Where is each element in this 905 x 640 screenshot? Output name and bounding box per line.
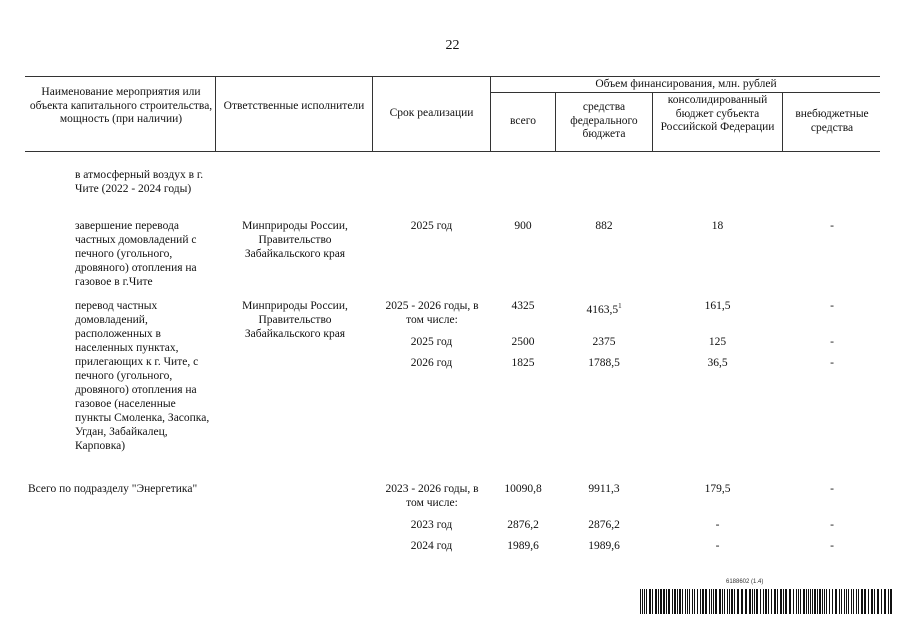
barcode-number: 6188602 (1.4) (726, 579, 764, 585)
row1-federal: 882 (595, 220, 613, 232)
row1-total: 900 (514, 220, 532, 232)
row2-sub2-federal: 1788,5 (588, 357, 620, 369)
row2-federal-wrap (557, 299, 651, 317)
row2-sub2-total: 1825 (511, 357, 535, 369)
row2-sub2-period: 2026 год (410, 357, 453, 369)
header-financing-group: Объем финансирования, млн. рублей (595, 78, 777, 90)
total-sub2-regional: - (715, 540, 720, 552)
row2-sub1-period: 2025 год (410, 336, 453, 348)
row2-name: перевод частных домовладений, расположенных в населенных пунктах, прилегающих к г. Чите, с печного (угольного, дровяного) отопления на газовое (населенные пункты Смоленка, Засопка, Угдан, Забайкалец, Карповка) (75, 300, 210, 452)
row1-regional: 18 (711, 220, 724, 232)
total-name: Всего по подразделу "Энергетика" (28, 483, 198, 495)
total-sub1-regional: - (715, 519, 720, 531)
row1-responsible: Минприроды России, Правительство Забайкальского края (242, 220, 348, 260)
total-sub1-federal: 2876,2 (588, 519, 620, 531)
header-regional: консолидированный бюджет субъекта Российской Федерации (660, 94, 775, 133)
row1-period: 2025 год (410, 220, 453, 232)
header-federal: средства федерального бюджета (570, 101, 638, 140)
total-sub2-federal: 1989,6 (588, 540, 620, 552)
row2-total: 4325 (511, 300, 535, 312)
row-cont-name: в атмосферный воздух в г. Чите (2022 - 2024 годы) (75, 169, 204, 195)
header-responsible: Ответственные исполнители (223, 100, 365, 112)
total-sub2-period: 2024 год (410, 540, 453, 552)
total-federal: 9911,3 (588, 483, 620, 495)
row2-federal-footnote: 1 (618, 302, 622, 310)
header-name: Наименование мероприятия или объекта капитального строительства, мощность (при наличии) (29, 86, 213, 125)
row2-sub1-regional: 125 (708, 336, 727, 348)
header-period: Срок реализации (389, 107, 474, 119)
row2-regional: 161,5 (704, 300, 731, 312)
total-total: 10090,8 (504, 483, 542, 495)
row1-extra: - (830, 220, 834, 232)
row1-name: завершение перевода частных домовладений с печного (угольного, дровяного) отопления на газовое в г.Чите (75, 220, 197, 288)
row2-extra: - (830, 300, 834, 312)
row2-sub1-federal: 2375 (592, 336, 616, 348)
row2-sub2-regional: 36,5 (707, 357, 728, 369)
total-extra: - (830, 483, 834, 495)
header-total: всего (510, 115, 536, 127)
total-sub2-total: 1989,6 (507, 540, 539, 552)
total-period: 2023 - 2026 годы, в том числе: (385, 483, 479, 509)
header-extrabudget: внебюджетные средства (795, 108, 869, 134)
row2-sub1-total: 2500 (511, 336, 535, 348)
total-sub1-extra: - (830, 519, 834, 531)
total-regional: 179,5 (704, 483, 731, 495)
total-sub1-period: 2023 год (410, 519, 453, 531)
row2-responsible: Минприроды России, Правительство Забайкальского края (242, 300, 348, 340)
page-number: 22 (445, 38, 460, 53)
row2-period: 2025 - 2026 годы, в том числе: (385, 300, 479, 326)
row2-federal: 4163,5 (586, 303, 619, 316)
total-sub1-total: 2876,2 (507, 519, 539, 531)
barcode-icon (640, 589, 895, 614)
row2-sub1-extra: - (830, 336, 834, 348)
row2-sub2-extra: - (830, 357, 834, 369)
total-sub2-extra: - (830, 540, 834, 552)
